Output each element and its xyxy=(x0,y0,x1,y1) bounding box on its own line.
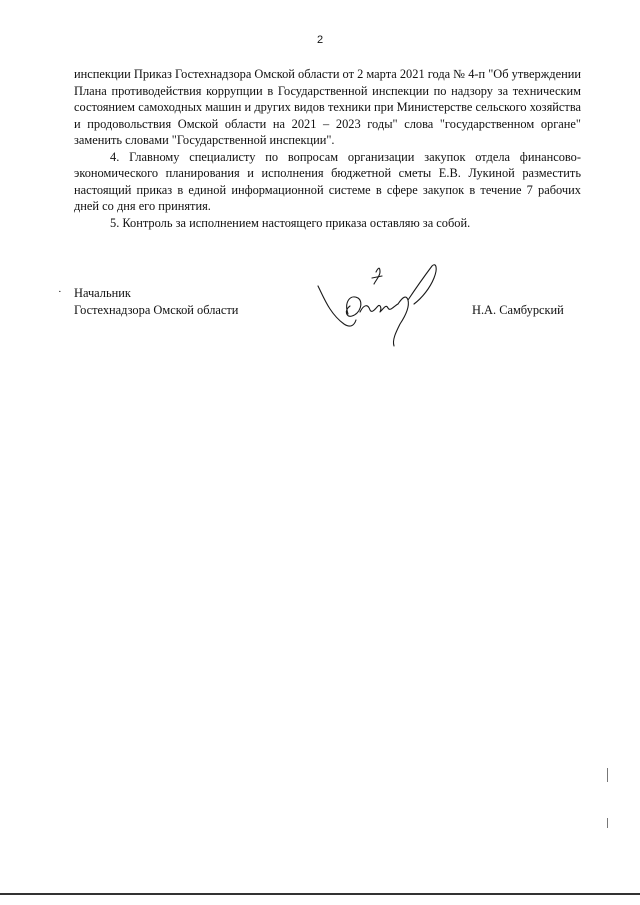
scan-artifact xyxy=(607,818,608,828)
signer-name: Н.А. Самбурский xyxy=(472,303,564,317)
scan-artifact xyxy=(607,768,608,782)
signatory-organization: Гостехнадзора Омской области xyxy=(74,302,239,317)
document-body xyxy=(74,66,581,231)
scan-edge-line xyxy=(0,893,640,895)
paragraph-item-5: 5. Контроль за исполнением настоящего приказа оставляю за собой. xyxy=(110,215,471,230)
page-number: 2 xyxy=(316,34,324,46)
paragraph-item-4: 4. Главному специалисту по вопросам организации закупок отдела финансово-экономического планирования и исполнения бюджетной сметы Е.В. Лукиной разместить настоящий приказ в единой информационной системе в сфере закупок в течение 7 рабочих дней со дня его принятия. xyxy=(74,149,581,213)
signatory-title xyxy=(74,285,238,318)
signatory-position: Начальник xyxy=(74,286,131,300)
paragraph-continuation: инспекции Приказ Гостехнадзора Омской области от 2 марта 2021 года № 4-п "Об утверждении Плана противодействия коррупции в Государственной инспекции по надзору за техническим состоянием самоходных машин и других видов техники при Министерстве сельского хозяйства и продовольствия Омской области на 2021 – 2023 годы" слова "государственном органе" заменить словами "Государственной инспекции". xyxy=(74,67,581,147)
handwritten-signature xyxy=(314,258,444,350)
scan-dot: · xyxy=(58,286,62,298)
